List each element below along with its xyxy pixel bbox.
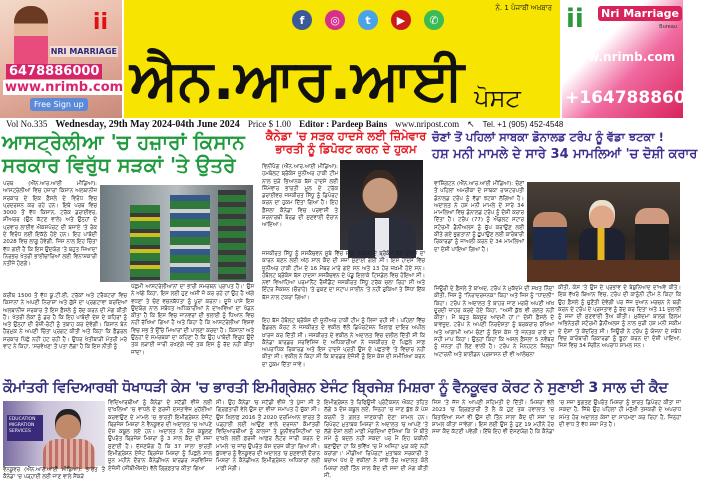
cursor-icon: ↖: [467, 118, 475, 129]
headline: [432, 130, 698, 163]
telephone: Tel. +1 (905) 452-4548: [482, 119, 564, 129]
ad-phone: +16478886000: [565, 88, 709, 108]
nri-marriage-ad-right[interactable]: [562, 0, 709, 118]
headline: ਕੌਮਾਂਤਰੀ ਵਿਦਿਆਰਥੀ ਧੋਖਾਧੜੀ ਕੇਸ 'ਚ ਭਾਰਤੀ ਇਮੀਗ੍ਰੇਸ਼ਨ ਏਜੰਟ ਬ੍ਰਿਜੇਸ਼ ਮਿਸ਼ਰਾ ਨੂੰ ਵੈਨਕੂਵਰ ਕੋਰਟ ਨੇ ਸੁਣਾਈ 3 ਸਾਲ ਦੀ ਕੈਦ: [3, 380, 668, 396]
ad-brand: Nri Marriage: [598, 6, 682, 21]
headline-line: ਕੈਨੇਡਾ 'ਚ ਸੜਕ ਹਾਦਸੇ ਲਈ ਜ਼ਿੰਮੇਵਾਰ: [265, 129, 427, 143]
nri-marriage-ad-left[interactable]: [0, 0, 122, 118]
article-text: ਇਮੀਗ੍ਰੇਸ਼ਨ ਤੇ ਰਿਫਿਊਜੀ ਪ੍ਰੋਟੈਕਸ਼ਨ ਐਕਟ ਤਹਿਤ ਲੱਗੇ 3 ਦੋਸ਼ ਕਬੂਲ ਲਏ, ਜਿਨ੍ਹਾਂ 'ਚ ਜਾਣ ਬੁੱਝ ਕੇ ਪੇਸ਼ ਕਰਨੀ ਤੇ ਗ਼ਲਤ ਜਾਣਕਾਰੀ ਦੇਣਾ ਸ਼ਾਮਲ ਹਨ। ਰਿਪੋਰਟ ਮੁਤਾਬਕ ਮਿਸ਼ਰਾ ਨੇ ਅਦਾਲਤ 'ਚ ਆਪਣੇ 'ਤੇ ਲੱਗੇ ਦੋਸ਼ਾਂ ਲਈ ਮਾਫ਼ੀ ਮੰਗਦਿਆਂ ਦੱਸਿਆ ਕਿ 'ਮੈਂ ਬੀਤੇ ਸਮੇਂ ਨੂੰ ਬਦਲ ਨਹੀਂ ਸਕਦਾ ਪਰ ਮੈਂ ਇਹ ਯਕੀਨੀ ਬਣਾਉਂਦਾ ਹਾਂ ਕਿ ਭਵਿੱਖ 'ਚ ਮੈਂ ਅਜਿਹਾ ਮੁੜ ਕਦੇ ਨਹੀਂ ਕਰਾਂਗਾ।' ਮੀਡੀਆ ਰਿਪੋਰਟਾਂ ਮੁਤਾਬਕ ਸਰਕਾਰੀ ਤੇ ਬਚਾਅ ਪੱਖ ਦੇ ਵਕੀਲਾਂ ਨੇ ਸਾਂਝੇ ਤੌਰ ਅਦਾਲਤ ਕੋਲੋਂ ਮਿਸ਼ਰਾ ਲਈ ਤਿੰਨ ਸਾਲ ਕੈਦ ਦੀ ਸਜ਼ਾ ਦੀ ਮੰਗ ਕੀਤੀ ਸੀ,: [324, 400, 428, 479]
headline-line: ਭਾਰਤੀ ਨੂੰ ਡਿਪੋਰਟ ਕਰਨ ਦੇ ਹੁਕਮ: [275, 142, 417, 157]
article-text: ਪੱਛਮੀ ਆਸਟਰੇਲੀਆਨਾਂ ਦਾ ਭਾਰੀ ਸਮਰਥਨ ਪ੍ਰਾਪਤ ਹੈ।' ਉਸ ਨੇ ਅੱਗੇ ਕਿਹਾ, ਇਸ ਲਈ ਹੁਣ ਅਸੀਂ ਜੋ ਕਰ ਰਹੇ ਹਾਂ ਉਹ ਹੈ ਅੱਗੇ ਵਧਣਾ ਤੇ ਚੋਣ ਵਚਨਬੱਧਤਾ ਨੂੰ ਪੂਰਾ ਕਰਨਾ। ਦੂਜੇ ਪਾਸੇ ਇਸ ਉਦਯੋਗ ਨਾਲ ਸਬੰਧਤ ਅਧਿਕਾਰੀਆਂ ਨੇ ਦਾਅਵਿਆਂ ਦਾ ਖੰਡਨ ਕੀਤਾ ਹੈ ਕਿ ਇਸ ਵਿਚ ਜਾਨਵਰਾਂ ਦੀ ਭਲਾਈ ਨੂੰ ਧਿਆਨ ਵਿਚ ਨਹੀਂ ਰੱਖਿਆ ਗਿਆ ਹੈ ਅਤੇ ਕਿਹਾ ਹੈ ਕਿ ਆਸਟਰੇਲੀਆ ਵਿਸ਼ਵ ਵਿਚ ਸਭ ਤੋਂ ਉੱਚੇ ਮਿਆਰਾਂ ਦੀ ਪਾਲਣਾ ਕਰਦਾ ਹੈ। ਕਿਸਾਨਾਂ ਅਤੇ ਉਨ੍ਹਾਂ ਦੇ ਸਮਰਥਕਾਂ ਦਾ ਕਹਿਣਾ ਹੈ ਕਿ ਉਹ ਪਾਬੰਦੀ ਵਿਰੁਧ ਉਦੋਂ ਤਕ ਲੜਾਈ ਜਾਰੀ ਰਖਣਗੇ ਜਦੋਂ ਤਕ ਇਸ ਨੂੰ ਰੱਦ ਨਹੀਂ ਕੀਤਾ ਜਾਂਦਾ।: [131, 284, 254, 356]
headline-line: ਸਰਕਾਰ ਵਿਰੁੱਧ ਸੜਕਾਂ 'ਤੇ ਉਤਰੇ: [2, 153, 236, 177]
issue-date: Wednesday, 29th May 2024-04th June 2024: [55, 118, 240, 130]
ad-url[interactable]: www.nrimb.com: [566, 50, 676, 64]
article-text: ਇਹ ਬੱਸ ਹੰਬੋਲਟ ਬ੍ਰੋਂਕੋਸ ਦੀ ਜੂਨੀਅਰ ਹਾਕੀ ਟੀਮ ਨੂੰ ਲਿਜਾ ਰਹੀ ਸੀ। ਪਹਿਲਾਂ ਵਿੱਚ ਫੈਡਰਲ ਕੋਰਟ ਨੇ ਜਸਕੀਰਤ ਦੇ ਵਕੀਲ ਵੱਲੋਂ ਡਿਪੋਰਟੇਸ਼ਨ ਖ਼ਿਲਾਫ਼ ਦਾਇਰ ਅਪੀਲ ਖ਼ਾਰਜ ਕਰ ਦਿੱਤੀ ਸੀ। ਜਸਕੀਰਤ ਦੇ ਵਕੀਲ ਨੇ ਅਦਾਲਤ ਵਿਚ ਦਲੀਲ ਦਿੱਤੀ ਸੀ ਕਿ ਕੈਨੇਡਾ ਬਾਰਡਰ ਸਰਵਿਸਿਜ਼ ਦੇ ਅਧਿਕਾਰੀਆਂ ਨੇ ਜਸਕੀਰਤ ਦੇ ਪਿਛਲੇ ਸਾਫ਼ ਅਪਰਾਧਿਕ ਰਿਕਾਰਡ ਅਤੇ ਇਸ ਹਾਦਸੇ ਪ੍ਰਤੀ ਉਸ ਦੇ ਪਛਤਾਵੇ 'ਤੇ ਵਿਚਾਰ ਨਹੀਂ ਕੀਤਾ ਸੀ। ਵਕੀਲ ਨੇ ਕਿਹਾ ਸੀ ਕਿ ਬਾਰਡਰ ਏਜੰਸੀ ਨੂੰ ਇਸ ਕੇਸ ਦੀ ਸਮੀਖਿਆ ਕਰਨ ਦਾ ਹੁਕਮ ਦਿੱਤਾ ਜਾਵੇ।: [262, 318, 425, 368]
ad-bureau: Bureau: [659, 24, 677, 30]
model-photo: [14, 6, 48, 68]
brijesh-mishra-photo: [3, 401, 105, 466]
editor: Editor : Pardeep Bains: [299, 119, 388, 129]
facebook-icon[interactable]: f: [292, 10, 312, 30]
headline: [2, 131, 257, 177]
newspaper-title-suffix: ਪੋਸਟ: [474, 83, 521, 112]
nri-marriage-logo-icon: ii: [92, 10, 108, 35]
website-link[interactable]: www.nripost.com: [395, 119, 460, 129]
ad-phone: 6478886000: [6, 64, 102, 79]
title-row: [130, 34, 554, 114]
ad-url[interactable]: www.nrimb.com: [5, 80, 124, 95]
headline-line: ਹਸ਼ ਮਨੀ ਮਾਮਲੇ ਦੇ ਸਾਰੇ 34 ਮਾਮਲਿਆਂ 'ਚ ਦੋਸ਼ੀ ਕਰਾਰ: [432, 147, 698, 163]
volume-number: Vol No.335: [6, 119, 48, 129]
social-icons: [292, 10, 444, 30]
masthead: [124, 0, 560, 118]
nri-marriage-logo-icon: ii: [566, 4, 584, 34]
tractor-protest-photo: [100, 185, 253, 282]
free-signup-button[interactable]: Free Sign up: [30, 98, 88, 111]
twitter-icon[interactable]: t: [358, 10, 378, 30]
headline-line: ਚੋਣਾਂ ਤੋਂ ਪਹਿਲਾਂ ਸਾਬਕਾ ਡੋਨਾਲਡ ਟਰੰਪ ਨੂੰ ਵੱਡਾ ਝਟਕਾ !: [432, 130, 664, 144]
education-migration-sign: EDUCATION MIGRATION SERVICES: [7, 415, 43, 441]
article-text: ਵਿਨੀਪੈਗ (ਐੱਨ.ਆਰ.ਆਈ ਮੀਡਿਆ): ਹਮਬੋਲਟ ਬ੍ਰੋਂਕੋਸ ਜੂਨੀਅਰ ਹਾਕੀ ਟੀਮ ਨਾਲ ਜੁੜੇ ਭਿਆਨਕ ਬੱਸ ਹਾਦਸੇ ਲਈ ਜ਼ਿੰਮੇਵਾਰ ਭਾਰਤੀ ਮੂਲ ਦੇ ਟਰੱਕ ਡਰਾਈਵਰ ਜਸਕੀਰਤ ਸਿੱਧੂ ਨੂੰ ਡਿਪੋਰਟ ਕਰਨ ਦਾ ਹੁਕਮ ਦਿੱਤਾ ਗਿਆ ਹੈ। ਇਹ ਫ਼ੈਸਲਾ ਕੈਨੇਡਾ ਵਿਚ ਪਰਵਾਸੀ ਤੇ ਸ਼ਰਨਾਰਥੀ ਬੋਰਡ ਦੀ ਸੁਣਵਾਈ ਦੌਰਾਨ ਆਇਆ।: [262, 164, 338, 229]
whatsapp-icon[interactable]: ✆: [424, 10, 444, 30]
article-text: ਵਾਸ਼ਿੰਗਟਨ (ਐੱਨ.ਆਰ.ਆਈ ਮੀਡਿਆ): ਚੋਣਾਂ ਤੋਂ ਪਹਿਲਾਂ ਅਮਰੀਕਾ ਦੇ ਸਾਬਕਾ ਰਾਸ਼ਟਰਪਤੀ ਡੋਨਾਲਡ ਟਰੰਪ ਨੂੰ ਵੱਡਾ ਝਟਕਾ ਲੱਗਿਆ ਹੈ। ਅਦਾਲਤ ਨੇ ਹਸ਼ ਮਨੀ ਮਾਮਲੇ ਦੇ ਸਾਰੇ 34 ਮਾਮਲਿਆਂ ਵਿਚ ਡੋਨਾਲਡ ਟਰੰਪ ਨੂੰ ਦੋਸ਼ੀ ਕਰਾਰ ਦਿੱਤਾ ਹੈ। ਟਰੰਪ (77) ਨੂੰ ਐਡਲਟ ਸਟਾਰ ਸਟੋਰਮੀ ਡੈਨੀਅਲਸ ਨੂੰ ਚੁੱਪ ਕਰਾਉਣ ਲਈ ਕੀਤੇ ਗਏ ਭੁਗਤਾਨਾਂ ਨੂੰ ਛੁਪਾਉਣ ਲਈ ਕਾਰੋਬਾਰੀ ਰਿਕਾਰਡਾਂ ਨੂੰ ਜਾਅਲੀ ਕਰਨ ਦੇ 34 ਮਾਮਲਿਆਂ ਦਾ ਦੋਸ਼ੀ ਪਾਇਆ ਗਿਆ ਹੈ।: [434, 181, 524, 253]
article-text: ਜਿਸ 'ਤੇ ਜੱਜ ਨੇ ਆਪਣੀ ਸਹਿਮਤੀ ਦੇ ਦਿੱਤੀ। ਮਿਸ਼ਰਾ ਵੱਲੋਂ 2023 'ਚ ਗ੍ਰਿਫ਼ਤਾਰੀ ਤੋਂ ਲੈ ਕੇ ਹੁਣ ਤਕ ਹਵਾਲਾਤ 'ਚ ਬਿਤਾਇਆ ਸਮਾਂ ਵੀ ਉਸ ਦੀ ਤਿੰਨ ਸਾਲਾ ਕੈਦ ਦੀ ਸਜ਼ਾ 'ਚ ਸ਼ਾਮਲ ਕੀਤਾ ਜਾਵੇਗਾ। ਇਸ ਲਈ ਉਸ ਨੂੰ ਹੁਣ 19 ਮਹੀਨੇ ਹੋਰ ਸਜ਼ਾ ਕੈਦ ਕੱਟਣੀ ਪਵੇਗੀ। ਇੱਥੇ ਇਹ ਵੀ ਦੱਸਣਯੋਗ ਹੈ ਕਿ ਕੈਨੇਡਾ 'ਚ ਸਜ਼ਾ ਭੁਗਤਣ ਉਪਰੰਤ ਮਿਸ਼ਰਾ ਨੂੰ ਭਾਰਤ ਡਿਪੋਰਟ ਕੀਤਾ ਜਾ ਸਕਦਾ ਹੈ, ਜਿੱਥੇ ਉਹ ਪਹਿਲਾਂ ਹੀ ਮਨੁੱਖੀ ਤਸਕਰੀ ਦੇ ਅਪਰਾਧ ਸਮੇਤ ਹੋਰ ਅਦਾਲਤ ਕੇਸਾਂ ਦਾ ਸਾਹਮਣਾ ਕਰ ਰਿਹਾ ਹੈ, ਜਿਨ੍ਹਾਂ ਦੀ ਵਾਧ ਤੋਂ ਵੱਧ ਸਜ਼ਾ ਮੌਤ ਹੈ।: [432, 400, 681, 436]
instagram-icon[interactable]: ◎: [325, 10, 345, 30]
price: Price $ 1.00: [247, 119, 292, 129]
jaskirat-sidhu-photo: [340, 160, 423, 250]
newspaper-title: ਐਨ.ਆਰ.ਆਈ: [130, 47, 465, 113]
tagline: ਨੰ. 1 ਪੰਜਾਬੀ ਅਖ਼ਬਾਰ: [495, 4, 552, 12]
article-text: ਕਰੀਬ 1500 ਤੋਂ ਵੱਧ ਯੂ.ਟੀ.ਈ, ਟਰੱਕਾਂ ਅਤੇ ਟਰੈਕਟਰਾਂ ਵਿਚ ਕਿਸਾਨਾਂ ਨੇ ਅਪਣੀ ਨਿਰਾਸ਼ਾ ਅਤੇ ਗੁੱਸੇ ਦਾ ਪ੍ਰਗਟਾਵਾ ਕਰਦਿਆਂ ਅਲਬਾਨੀਜ਼ ਸਰਕਾਰ ਤੋਂ ਇਸ ਫ਼ੈਸਲੇ ਨੂੰ ਰੱਦ ਕਰਨ ਦੀ ਮੰਗ ਕੀਤੀ ਹੈ। ਖੇਤਰੀ ਲੋਕਾਂ ਨੂੰ ਡਰ ਹੈ ਕਿ ਇਹ ਪਾਬੰਦੀ ਦੇਸ਼ ਦੇ ਕਹਿਰਾਂ ਨੂੰ ਅਤੇ ਉਨ੍ਹਾਂ ਦੀ ਰੋਜ਼ੀ-ਰੋਟੀ ਨੂੰ ਤਬਾਹ ਕਰ ਦੇਵੇਗੀ। ਕਿਸਾਨ ਬੇਨ ਹੈਰਮੁਕ ਨੇ ਅਪਣੀ ਚਿੰਤਾ ਪ੍ਰਗਟ ਕੀਤੀ ਅਤੇ ਕਿਹਾ ਕਿ ਫ਼ੈਡਰਲ ਸਰਕਾਰ ਪਿੱਛੇ ਨਹੀਂ ਹਟ ਰਹੀ ਹੈ। ਉਧਰ ਖੇਤੀਬਾੜੀ ਮੰਤਰੀ ਮਰੇ ਵਾਟ ਨੇ ਕਿਹਾ, 'ਸਰਵੇਖਣ' ਤੋਂ ਪਤਾ ਲੱਗਾ ਹੈ ਕਿ ਇਸ ਨੀਤੀ ਨੂੰ: [3, 293, 127, 351]
photo-caption: ਵੈਨਕੂਵਰ (ਐੱਨ.ਆਰ.ਆਈ ਮੀਡਿਆ): ਭਾਰਤ ਤੋਂ ਕੈਨੇਡਾ 'ਚ ਪੜ੍ਹਾਈ ਲਈ ਜਾਣ ਵਾਲੇ ਸੈਂਕੜੇ: [3, 467, 105, 481]
headline: [262, 130, 430, 156]
article-text: ਪਰਥ (ਐੱਨ.ਆਰ.ਆਈ ਮੀਡਿਆ): ਆਸਟ੍ਰੇਲੀਆ ਵਿਚ ਹਜ਼ਾਰਾਂ ਕਿਸਾਨ ਅਲਬਾਨੀਜ਼ ਸਰਕਾਰ ਦੇ ਇਕ ਫ਼ੈਸਲੇ ਦੇ ਵਿਰੋਧ ਵਿਚ ਪ੍ਰਦਰਸ਼ਨ ਕਰ ਰਹੇ ਹਨ। ਇਥੇ ਪਰਥ ਵਿਚ 3000 ਤੋਂ ਵੱਧ ਕਿਸਾਨ, ਟਰੱਕ ਡਰਾਈਵਰ, ਸ਼ੀਅਰਰ (ਉਨ ਕੱਟਣ ਵਾਲੇ) ਅਤੇ ਉਨ੍ਹਾਂ ਦੇ ਪ੍ਰਵਾਰ ਲਾਈਵ ਐਕਸਪੋਰਟ ਦੀ ਬਜਾਏ 'ਤੇ ਰੋਕ ਦੇ ਵਿਰੋਧ ਲਈ ਇਕੱਠੇ ਹੋਏ ਹਨ। ਇਹ ਪਾਬੰਦੀ 2028 ਵਿਚ ਲਾਗੂ ਹੋਵੇਗੀ, ਜਿਸ ਨਾਲ ਇਹ ਚਿੰਤਾ ਵੱਧ ਗਈ ਹੈ ਕਿ ਇਸ ਉਦਯੋਗ 'ਤੇ ਬਹੁਤ ਜ਼ਿਆਦਾ ਨਿਰਭਰ ਖੇਤਰੀ ਭਾਈਚਾਰਿਆਂ ਲਈ ਵਿਨਾਸ਼ਕਾਰੀ ਨਤੀਜੇ ਹੋਣਗੇ।: [3, 181, 97, 268]
article-text: ਸੀ। ਉਹ ਕੈਨੇਡਾ 'ਚ ਸਟੱਡੀ ਵੀਜ਼ੇ 'ਤੇ ਪੁੱਜਾ ਸੀ ਤੇ ਗ੍ਰਿਫ਼ਤਾਰੀ ਵੇਲੇ ਉਸ ਦਾ ਵੀਜ਼ਾ ਸਮਾਪਤ ਹੋ ਚੁੱਕਾ ਸੀ। ਉਸ ਖ਼ਿਲਾਫ਼ 2016 ਤੋਂ 2020 ਦਰਮਿਆਨ ਭਾਰਤ ਤੋਂ ਪੜ੍ਹਾਈ ਲਈ ਆਉਣ ਵਾਲੇ ਦਰਜਨਾਂ ਕੌਮਾਂਤਰੀ ਵਿਦਿਆਰਥੀਆਂ ਨੂੰ ਕਾਲਜਾਂ ਤੇ ਯੂਨੀਵਰਸਿਟੀਆਂ 'ਚ ਦਾਖ਼ਲੇ ਲਈ ਫ਼ਰਜ਼ੀ ਆਫ਼ਰ ਲੈਟਰ ਜਾਰੀ ਕਰਨ ਦੇ ਮਾਮਲੇ 'ਚ ਜਾਂਚ ਉਪਰੰਤ ਕੇਸ ਦਰਜ ਕੀਤਾ ਗਿਆ ਸੀ। ਬੁੱਧਵਾਰ ਨੂੰ ਵੈਨਕੂਵਰ ਦੀ ਅਦਾਲਤ 'ਚ ਸੁਣਵਾਈ ਦੌਰਾਨ ਮਿਸ਼ਰਾ ਨੇ ਕੈਨੇਡੀਅਨ ਇਮੀਗ੍ਰੇਸ਼ਨ ਅਧਿਕਾਰਾਂ ਲਈ ਮਾਫ਼ੀ ਮੰਗੀ।: [216, 400, 320, 472]
headline-line: ਆਸਟ੍ਰੇਲੀਆ 'ਚ ਹਜ਼ਾਰਾਂ ਕਿਸਾਨ: [2, 130, 245, 154]
article-text: ਜਿਊਰੀ ਦੇ ਫ਼ੈਸਲੇ ਤੋਂ ਬਾਅਦ, ਟਰੰਪ ਨੇ ਮੁਕੱਦਮੇ ਦੀ ਸਖ਼ਤ ਨਿੰਦਾ ਕੀਤੀ, ਜਿਸ ਨੂੰ "ਨਿਰਾਦਰਜਨਕ" ਕਿਹਾ ਅਤੇ ਜਿਸ ਨੂੰ "ਧਾਂਦਲੀ" ਕਿਹਾ। ਟਰੰਪ ਨੇ ਅਦਾਲਤ ਤੋਂ ਬਾਹਰ ਜਾਣ ਮਗਰੋਂ ਅਪਣੀ ਅੱਖ ਦੂਰਦੀ ਜ਼ਾਹਰ ਕਰਦੇ ਹੋਏ ਕਿਹਾ, "ਅਸੀਂ ਕੁੱਝ ਵੀ ਗਲਤ ਨਹੀਂ ਕੀਤਾ। ਮੈਂ ਬਹੁਤ ਬੇਕਸੂਰ ਆਦਮੀ ਹਾਂ।" ਦੋਸ਼ੀ ਫ਼ੈਸਲੇ ਦੇ ਬਾਵਜੂਦ, ਟਰੰਪ ਨੇ ਅਪਣੀ ਨਿਰਦੋਸ਼ਤਾ ਨੂੰ ਬਰਕਰਾਰ ਰੱਖਿਆ ਅਤੇ ਆਗਾਮੀ ਆਮ ਚੋਣਾਂ ਨੂੰ ਇਸ ਕੇਸ 'ਤੇ ਜਨਤਕ ਰਾਏ ਦਾ ਸਹੀ ਮਾਪ ਕਿਹਾ। ਉਨ੍ਹਾਂ ਕਿਹਾ ਕਿ ਅਸਲ ਫ਼ੈਸਲਾ 5 ਨਵੰਬਰ ਨੂੰ ਜਨਤਾ ਹੀ ਲੈਣ ਵਾਲੀ ਹੈ। ਟਰੰਪ ਨੇ ਮੈਨਹਟਨ ਜ਼ਿਲ੍ਹਾ ਅਟਾਰਨੀ ਅਤੇ ਬਾਈਡਨ ਪ੍ਰਸ਼ਾਸਨ ਦੀ ਵੀ ਆਲੋਚਨਾ: [434, 286, 554, 358]
trump-courtroom-photo: [527, 182, 680, 282]
article-text: ਜਸਕੀਰਤ ਸਿੱਧੂ ਨੂੰ ਸਸਕੈਚਵਨ ਸੂਬੇ ਵਿੱਚ ਸਾਲ 2018 ਦੇ ਬ੍ਰੋਂਕੋਸ ਬੱਸ ਹਾਦਸੇ ਦਾ ਕਾਰਨ ਬਣਨ ਲਈ ਅੱਠ ਸਾਲ ਕੈਦ ਦੀ ਸਜ਼ਾ ਸੁਣਾਈ ਗਈ ਸੀ। ਇਸ ਹਾਦਸੇ ਵਿੱਚ ਜੂਨੀਅਰ ਹਾਕੀ ਟੀਮ ਦੇ 16 ਮੈਂਬਰ ਮਾਰੇ ਗਏ ਸਨ ਅਤੇ 13 ਹੋਰ ਜ਼ਖ਼ਮੀ ਹੋਏ ਸਨ। ਹੰਬੋਲਟ ਬ੍ਰੋਂਕੋਸ ਬੱਸ ਹਾਦਸਾ ਸਸਕੈਚਵਨ ਦੇ ਪੇਂਡੂ ਇਲਾਕੇ ਟਿਸਡੇਲ ਵਿਚ ਹੋਇਆ ਸੀ। ਨਵਾਂ ਵਿਆਹਿਆ ਪਰਮਾਨੈਂਟ ਰੈਜ਼ੀਡੈਂਟ ਜਸਕੀਰਤ ਸਿੱਧੂ ਟਰੱਕ ਚਲਾ ਰਿਹਾ ਸੀ ਅਤੇ ਇੰਟਰ ਸੈਕਸ਼ਨ (ਚੌਰਾਹੇ) 'ਤੇ ਰੁਕਣ ਦਾ ਸਟਾਪ ਸਾਈਨ 'ਤੇ ਨਹੀਂ ਰੁਕਿਆ ਤੇ ਸਿੱਧਾ ਇੱਕ ਬੱਸ ਨਾਲ ਟਕਰਾ ਗਿਆ।: [262, 251, 425, 301]
ad-brand: NRI MARRIAGE: [50, 47, 117, 56]
article-text: ਵਿਦਿਆਰਥੀਆਂ ਨੂੰ ਕੈਨੇਡਾ ਦੇ ਸਟੱਡੀ ਵੀਜ਼ੇ ਲਈ ਦਾਖ਼ਲਿਆਂ 'ਚ ਵਾਧਲੇ ਦੇ ਫ਼ਰਜ਼ੀ ਦਸਤਾਵੇਜ਼ ਮੁਹੱਈਆ ਕਰਵਾਉਣ ਦੇ ਮਾਮਲੇ 'ਚ ਭਾਰਤੀ ਇਮੀਗ੍ਰੇਸ਼ਨ ਏਜੰਟ ਬ੍ਰਿਜੇਸ਼ ਮਿਸ਼ਰਾ ਨੇ ਵੈਨਕੂਵਰ ਦੀ ਅਦਾਲਤ 'ਚ ਆਪਣੇ ਦੋਸ਼ ਕਬੂਲ ਲਏ ਹਨ। ਅਦਾਲਤ ਨੇ ਦੋਸ਼ ਕਬੂਲਣ ਉਪਰੰਤ ਬ੍ਰਿਜੇਸ਼ ਮਿਸ਼ਰਾ ਨੂੰ 3 ਸਾਲ ਕੈਦ ਦੀ ਸਜ਼ਾ ਸੁਣਾਈ ਹੈ। ਦੱਸਣਯੋਗ ਹੈ ਕਿ 37 ਸਾਲਾ ਭਾਰਤੀ ਇਮੀਗ੍ਰੇਸ਼ਨ ਏਜੰਟ ਬ੍ਰਿਜੇਸ਼ ਮਿਸ਼ਰਾ ਨੂੰ ਪਿਛਲੇ ਸਾਲ ਜੂਨ ਮਹੀਨੇ ਦੌਰਾਨ ਕੈਨੇਡੀਅਨ ਬਾਰਡਰ ਸਰਵਿਸਿਜ਼ ਏਜੰਸੀ (ਸੀਬੀਐੱਸਏ) ਵੱਲੋਂ ਗ੍ਰਿਫ਼ਤਾਰ ਕੀਤਾ ਗਿਆ: [108, 400, 212, 472]
article-text: ਕੀਤੀ, ਕੇਸ 'ਤੇ ਉਸ ਦੇ ਪ੍ਰਭਾਵ ਦੇ ਬੇਬੁਨਿਆਦ ਦਾਅਵੇ ਕੀਤੇ। ਇਕ ਵੱਖਰੇ ਬਿਆਨ ਵਿਚ, ਟਰੰਪ ਦੀ ਕਾਨੂੰਨੀ ਟੀਮ ਨੇ ਕਿਹਾ ਕਿ ਉਹ ਫ਼ੈਸਲੇ ਨੂੰ ਚੁਣੌਤੀ ਦੇਵੇਗੀ ਪਰ ਜੱਜ ਜੁਆਨ ਮਰਚਨ ਨੇ ਬਰੀ ਕਰਨ ਦੇ ਟਰੰਪ ਦੇ ਪ੍ਰਸਤਾਵ ਨੂੰ ਰੱਦ ਕਰ ਦਿਤਾ ਅਤੇ 11 ਜੁਲਾਈ ਨੂੰ ਸਜ਼ਾ ਦੀ ਸੁਣਵਾਈ ਤੈਅ ਕੀਤੀ। ਮੁਕੱਦਮਾ ਬਾਲਗ ਫ਼ਿਲਮ ਅਭਿਨੇਤਰੀ ਸਟੋਰਮੀ ਡੈਨੀਅਲਸ ਨੂੰ ਨਾਲ ਜੁੜੀ ਹਸ਼ ਮਨੀ ਸਕੀਮ ਦੇ ਦੋਸ਼ਾਂ 'ਤੇ ਕੇਂਦਰਿਤ ਸੀ। ਜਿਊਰੀ ਨੇ ਟਰੰਪ ਨੂੰ ਯੋਜਨਾ ਦੇ ਸਬੰਧ ਵਿਚ ਕਾਰੋਬਾਰੀ ਰਿਕਾਰਡਾਂ ਨੂੰ ਝੂਠਾ ਕਰਨ ਦਾ ਦੋਸ਼ੀ ਪਾਇਆ, ਜਿਸ ਵਿਚ 34 ਸੰਗੀਨ ਅਪਰਾਧ ਸ਼ਾਮਲ ਸਨ।: [558, 285, 681, 350]
youtube-icon[interactable]: ▶: [391, 10, 411, 30]
